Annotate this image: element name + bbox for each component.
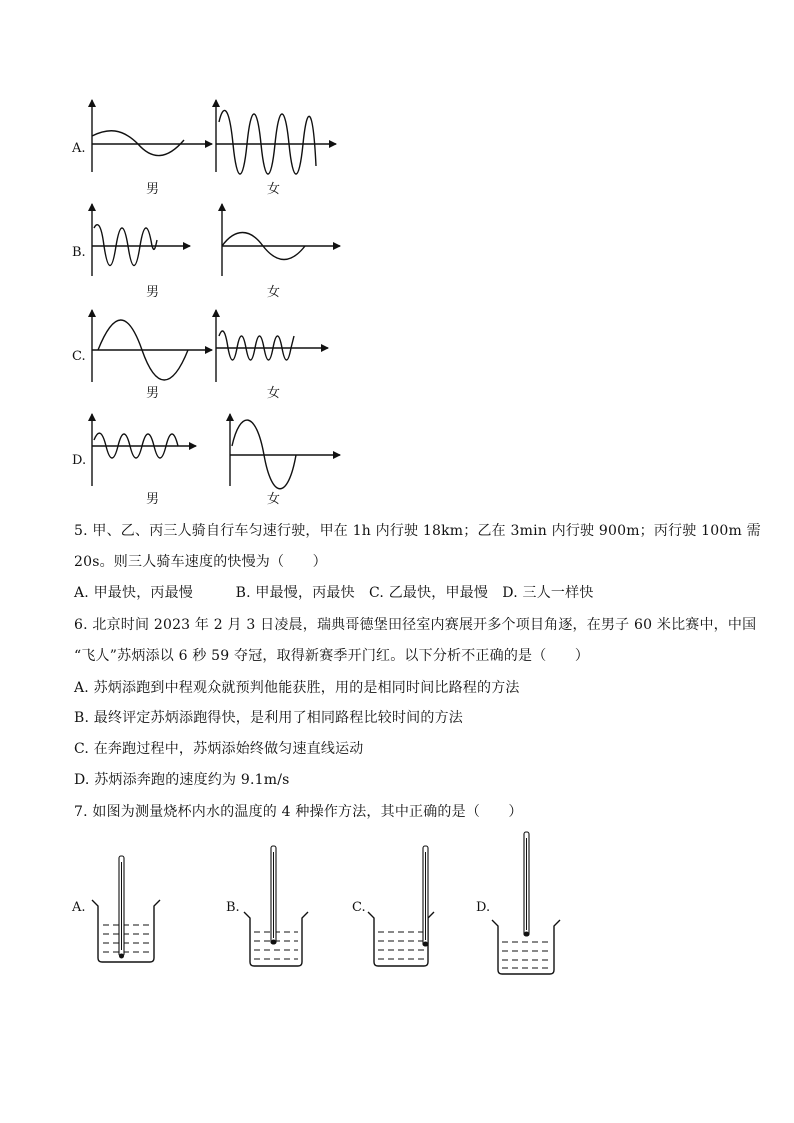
- option-c-female-wave: [219, 331, 294, 360]
- option-a-male-wave: [92, 131, 184, 156]
- option-c-male-graph: [92, 310, 212, 382]
- option-a-female-caption: 女: [267, 182, 281, 197]
- q7-stem: 7. 如图为测量烧杯内水的温度的 4 种操作方法，其中正确的是（ ）: [74, 804, 523, 820]
- option-a-female-wave: [219, 110, 316, 174]
- option-d-label: D.: [72, 453, 87, 468]
- option-c-label: C.: [72, 349, 86, 364]
- option-c-female-graph: [216, 310, 328, 382]
- q6-option-a: A. 苏炳添跑到中程观众就预判他能获胜，用的是相同时间比路程的方法: [74, 680, 520, 696]
- thermometer-c: [423, 846, 428, 947]
- option-b-male-caption: 男: [146, 285, 160, 300]
- thermometer-d: [524, 832, 529, 937]
- q7-label-d: D.: [476, 900, 491, 915]
- option-a-label: A.: [72, 141, 86, 156]
- option-d-male-graph: [92, 414, 196, 486]
- option-b-male-graph: [92, 204, 190, 276]
- option-b-female-caption: 女: [267, 285, 281, 300]
- thermometer-b: [271, 846, 276, 945]
- option-c-female-caption: 女: [267, 386, 281, 401]
- beaker-a: [92, 856, 160, 962]
- beaker-c: [368, 846, 434, 966]
- beaker-b: [244, 846, 308, 966]
- option-d-male-caption: 男: [146, 492, 160, 507]
- option-b-male-wave: [94, 225, 157, 266]
- option-c-male-caption: 男: [146, 386, 160, 401]
- option-a-male-graph: [92, 100, 212, 172]
- q5-stem-line2: 20s。则三人骑车速度的快慢为（ ）: [74, 554, 327, 570]
- beaker-c-water: [378, 932, 424, 959]
- option-a-female-graph: [216, 100, 336, 174]
- beaker-d-water: [502, 942, 550, 968]
- q6-stem-line1: 6. 北京时间 2023 年 2 月 3 日凌晨，瑞典哥德堡田径室内赛展开多个项目角逐，在男子 60 米比赛中，中国: [74, 617, 757, 633]
- option-d-female-graph: [230, 414, 340, 489]
- q6-option-d: D. 苏炳添奔跑的速度约为 9.1m/s: [74, 772, 290, 788]
- q6-option-b: B. 最终评定苏炳添跑得快，是利用了相同路程比较时间的方法: [74, 710, 463, 726]
- thermometer-a: [119, 856, 124, 959]
- q5-options: A. 甲最快，丙最慢 B. 甲最慢，丙最快 C. 乙最快，甲最慢 D. 三人一样快: [74, 585, 594, 601]
- beaker-a-water: [103, 925, 151, 952]
- beaker-d: [492, 832, 560, 974]
- option-b-female-graph: [222, 204, 340, 276]
- option-a-male-caption: 男: [146, 182, 160, 197]
- option-b-label: B.: [72, 245, 86, 260]
- q6-stem-line2: “飞人”苏炳添以 6 秒 59 夺冠，取得新赛季开门红。以下分析不正确的是（ ）: [74, 648, 590, 664]
- q7-label-a: A.: [72, 900, 86, 915]
- q6-option-c: C. 在奔跑过程中，苏炳添始终做匀速直线运动: [74, 741, 364, 757]
- q5-stem-line1: 5. 甲、乙、丙三人骑自行车匀速行驶，甲在 1h 内行驶 18km；乙在 3min 内行驶 900m；丙行驶 100m 需: [74, 523, 761, 539]
- q7-label-b: B.: [226, 900, 240, 915]
- option-d-female-caption: 女: [267, 492, 281, 507]
- q7-label-c: C.: [352, 900, 366, 915]
